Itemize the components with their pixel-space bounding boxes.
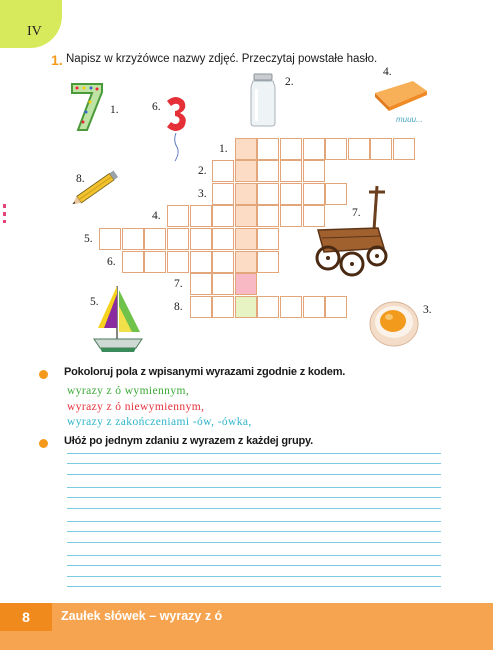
glass-jar-icon <box>248 73 278 127</box>
crossword-cell[interactable] <box>190 205 212 227</box>
crossword-cell[interactable] <box>257 160 279 182</box>
picture-label: 2. <box>285 76 294 88</box>
crossword-cell[interactable] <box>212 296 234 318</box>
task3-instruction: Ułóż po jednym zdaniu z wyrazem z każdej grupy. <box>64 435 313 447</box>
writing-line[interactable] <box>67 555 441 556</box>
crossword-cell[interactable] <box>167 251 189 273</box>
number-seven-candle-icon <box>69 80 105 134</box>
code-blue: wyrazy z zakończeniami -ów, -ówka, <box>67 416 252 428</box>
crossword-cell[interactable] <box>348 138 370 160</box>
page-number-box <box>0 603 52 631</box>
crossword-cell[interactable] <box>257 296 279 318</box>
crossword-cell[interactable] <box>280 160 302 182</box>
crossword-cell[interactable] <box>190 251 212 273</box>
crossword-cell[interactable] <box>212 160 234 182</box>
picture-label: 7. <box>352 207 361 219</box>
crossword-cell[interactable] <box>393 138 415 160</box>
butter-caption: muuu... <box>396 115 423 124</box>
crossword-cell[interactable] <box>235 228 257 250</box>
picture-label: 3. <box>423 304 432 316</box>
picture-label: 8. <box>76 173 85 185</box>
crossword-cell[interactable] <box>144 251 166 273</box>
crossword-cell[interactable] <box>257 138 279 160</box>
crossword-row-label: 8. <box>174 301 183 313</box>
butter-block-icon <box>373 77 429 113</box>
sailboat-icon <box>90 284 146 356</box>
writing-line[interactable] <box>67 531 441 532</box>
task2-instruction: Pokoloruj pola z wpisanymi wyrazami zgodnie z kodem. <box>64 366 346 378</box>
crossword-cell[interactable] <box>122 228 144 250</box>
task-instruction: Napisz w krzyżówce nazwy zdjęć. Przeczytaj powstałe hasło. <box>66 53 378 65</box>
crossword-cell[interactable] <box>280 205 302 227</box>
code-green: wyrazy z ó wymiennym, <box>67 385 190 397</box>
code-red: wyrazy z ó niewymiennym, <box>67 401 205 413</box>
crossword-cell[interactable] <box>280 183 302 205</box>
crossword-cell[interactable] <box>257 251 279 273</box>
crossword-cell[interactable] <box>280 138 302 160</box>
crossword-cell[interactable] <box>190 228 212 250</box>
task-number: 1. <box>51 52 63 68</box>
crossword-cell[interactable] <box>235 205 257 227</box>
writing-line[interactable] <box>67 542 441 543</box>
crossword-row-label: 4. <box>152 210 161 222</box>
writing-line[interactable] <box>67 586 441 587</box>
crossword-cell[interactable] <box>167 228 189 250</box>
crossword-cell[interactable] <box>325 296 347 318</box>
section-label: IV <box>27 24 42 39</box>
crossword-cell[interactable] <box>370 138 392 160</box>
footer-title: Zaułek słówek – wyrazy z ó <box>61 609 223 623</box>
crossword-cell[interactable] <box>99 228 121 250</box>
crossword-cell[interactable] <box>212 251 234 273</box>
crossword-row-label: 5. <box>84 233 93 245</box>
writing-line[interactable] <box>67 521 441 522</box>
picture-label: 4. <box>383 66 392 78</box>
crossword-cell[interactable] <box>257 183 279 205</box>
egg-yolk-icon <box>368 290 420 350</box>
crossword-cell[interactable] <box>235 273 257 295</box>
crossword-cell[interactable] <box>190 296 212 318</box>
writing-line[interactable] <box>67 487 441 488</box>
picture-label: 6. <box>152 101 161 113</box>
bullet-icon <box>39 439 48 448</box>
margin-marks <box>3 204 6 224</box>
crossword-row-label: 6. <box>107 256 116 268</box>
writing-line[interactable] <box>67 576 441 577</box>
crossword-cell[interactable] <box>280 296 302 318</box>
writing-line[interactable] <box>67 474 441 475</box>
writing-line[interactable] <box>67 565 441 566</box>
crossword-cell[interactable] <box>303 138 325 160</box>
writing-line[interactable] <box>67 508 441 509</box>
crossword-cell[interactable] <box>212 228 234 250</box>
crossword-cell[interactable] <box>190 273 212 295</box>
crossword-row-label: 1. <box>219 143 228 155</box>
crossword-cell[interactable] <box>257 205 279 227</box>
crossword-cell[interactable] <box>303 296 325 318</box>
picture-label: 1. <box>110 104 119 116</box>
crossword-cell[interactable] <box>167 205 189 227</box>
crossword-cell[interactable] <box>212 273 234 295</box>
crossword-row-label: 2. <box>198 165 207 177</box>
bullet-icon <box>39 370 48 379</box>
crossword-cell[interactable] <box>303 160 325 182</box>
crossword-cell[interactable] <box>235 138 257 160</box>
crossword-cell[interactable] <box>235 296 257 318</box>
crossword-cell[interactable] <box>257 228 279 250</box>
crossword-cell[interactable] <box>122 251 144 273</box>
wooden-cart-icon <box>314 184 390 284</box>
page-number: 8 <box>22 609 30 625</box>
crossword-cell[interactable] <box>235 251 257 273</box>
crossword-row-label: 7. <box>174 278 183 290</box>
crossword-cell[interactable] <box>235 160 257 182</box>
crossword-cell[interactable] <box>235 183 257 205</box>
picture-label: 5. <box>90 296 99 308</box>
writing-line[interactable] <box>67 453 441 454</box>
writing-line[interactable] <box>67 463 441 464</box>
writing-line[interactable] <box>67 497 441 498</box>
crossword-cell[interactable] <box>212 183 234 205</box>
crossword-cell[interactable] <box>212 205 234 227</box>
crossword-row-label: 3. <box>198 188 207 200</box>
section-badge <box>0 0 62 48</box>
crossword-cell[interactable] <box>325 138 347 160</box>
crossword-cell[interactable] <box>144 228 166 250</box>
